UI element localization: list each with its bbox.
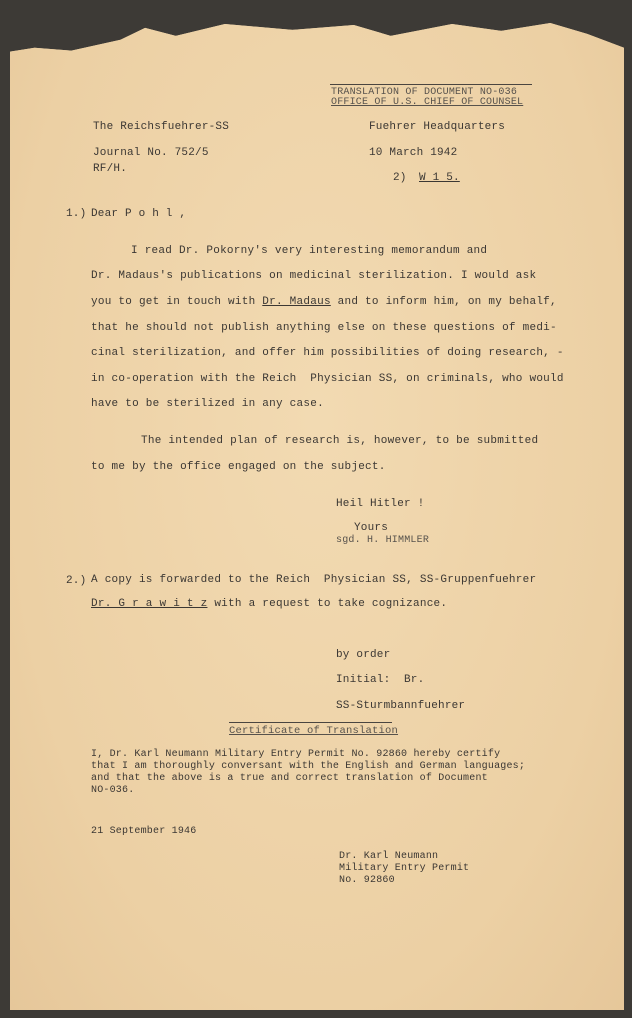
date-line: 10 March 1942	[369, 147, 458, 159]
journal-number: Journal No. 752/5	[93, 147, 209, 159]
signature-line: sgd. H. HIMMLER	[336, 535, 430, 546]
closing-greeting: Heil Hitler !	[336, 498, 425, 510]
paragraph-1-line-4: that he should not publish anything else on these questions of medi-	[91, 322, 557, 334]
item-number-1: 1.)	[66, 208, 87, 220]
certificate-line-2: that I am thoroughly conversant with the English and German languages;	[91, 761, 526, 772]
by-order: by order	[336, 649, 391, 661]
closing-yours: Yours	[354, 522, 389, 534]
rank-line: SS-Sturmbannfuehrer	[336, 700, 466, 712]
paragraph-1-line-5: cinal sterilization, and offer him possibilities of doing research, -	[91, 347, 564, 359]
paragraph-2-line-1: The intended plan of research is, however, to be submitted	[141, 435, 539, 447]
certificate-title: Certificate of Translation	[229, 725, 399, 737]
certificate-line-4: NO-036.	[91, 785, 135, 796]
paragraph-1-line-3-end: and to inform him, on my behalf,	[330, 296, 557, 308]
translator-name: Dr. Karl Neumann	[339, 851, 439, 862]
translation-heading: TRANSLATION OF DOCUMENT NO-036	[331, 87, 518, 98]
sender-title: The Reichsfuehrer-SS	[93, 121, 230, 133]
office-heading: OFFICE OF U.S. CHIEF OF COUNSEL	[331, 97, 524, 108]
salutation: Dear P o h l ,	[91, 208, 187, 220]
translator-permit-number: No. 92860	[339, 875, 395, 886]
mark-code: W 1 5.	[419, 172, 460, 184]
header-rule-top	[330, 84, 532, 85]
translator-permit: Military Entry Permit	[339, 863, 470, 874]
certificate-date: 21 September 1946	[91, 826, 197, 837]
certificate-line-3: and that the above is a true and correct translation of Document	[91, 773, 488, 784]
grawitz-name: Dr. G r a w i t z	[91, 598, 208, 610]
item-number-2: 2.)	[66, 575, 87, 587]
paragraph-1-line-1: I read Dr. Pokorny's very interesting memorandum and	[131, 245, 488, 257]
paragraph-1-line-3-start: you to get in touch with	[91, 296, 263, 308]
copy-note-line-2	[91, 598, 447, 610]
certificate-line-1: I, Dr. Karl Neumann Military Entry Permit No. 92860 hereby certify	[91, 749, 501, 760]
mark-number: 2)	[393, 172, 407, 184]
paragraph-1-line-7: have to be sterilized in any case.	[91, 398, 324, 410]
madaus-name: Dr. Madaus	[262, 296, 331, 308]
place-line: Fuehrer Headquarters	[369, 121, 506, 133]
copy-note-line-2-end: with a request to take cognizance.	[207, 598, 448, 610]
paragraph-1-line-3	[91, 296, 557, 308]
certificate-rule-top	[229, 722, 392, 723]
paragraph-1-line-2: Dr. Madaus's publications on medicinal sterilization. I would ask	[91, 270, 537, 282]
initial-line: Initial: Br.	[336, 674, 425, 686]
reference-code: RF/H.	[93, 163, 128, 175]
paragraph-1-line-6: in co-operation with the Reich Physician SS, on criminals, who would	[91, 373, 564, 385]
paragraph-2-line-2: to me by the office engaged on the subject.	[91, 461, 386, 473]
copy-note-line-1: A copy is forwarded to the Reich Physician SS, SS-Gruppenfuehrer	[91, 574, 537, 586]
